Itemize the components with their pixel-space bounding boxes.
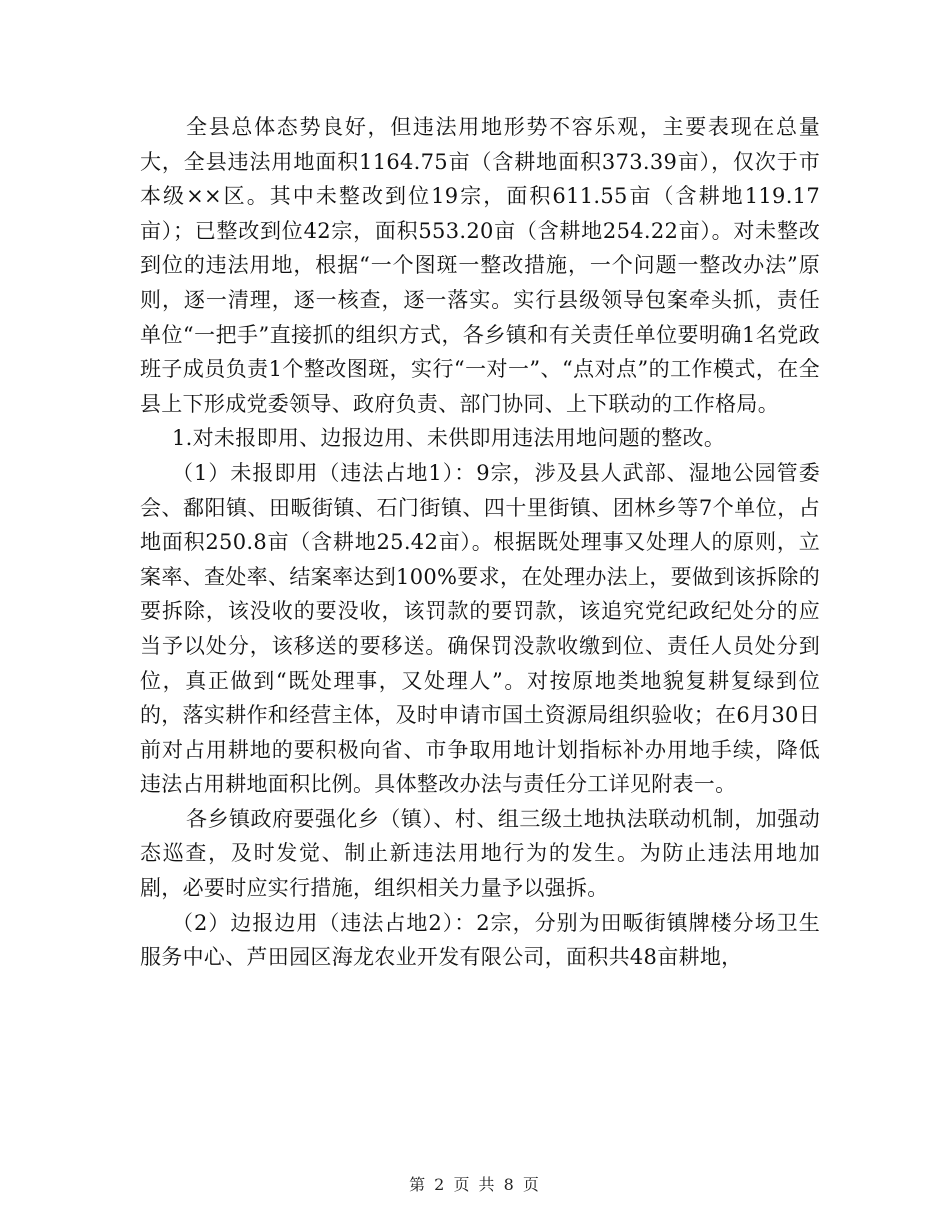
paragraph-township-mechanism: 各乡镇政府要强化乡（镇）、村、组三级土地执法联动机制，加强动态巡查，及时发觉、制止新违法用地行为的发生。为防止违法用地加剧，必要时应实行措施，组织相关力量予以强拆。 [140,806,820,901]
paragraph-item-2: （2）边报边用（违法占地2）：2宗，分别为田畈街镇牌楼分场卫生服务中心、芦田园区海龙农业开发有限公司，面积共48亩耕地， [140,910,820,970]
paragraph-overview: 全县总体态势良好，但违法用地形势不容乐观，主要表现在总量大，全县违法用地面积1164.75亩（含耕地面积373.39亩），仅次于市本级××区。其中未整改到位19宗，面积611.55亩（含耕地119.17亩）；已整改到位42宗，面积553.20亩（含耕地254.22亩）。对未整改到位的违法用地，根据“一个图斑一整改措施，一个问题一整改办法”原则，逐一清理，逐一核查，逐一落实。实行县级领导包案牵头抓，责任单位“一把手”直接抓的组织方式，各乡镇和有关责任单位要明确1名党政班子成员负责1个整改图斑，实行“一对一”、“点对点”的工作模式，在全县上下形成党委领导、政府负责、部门协同、上下联动的工作格局。 [140,115,820,416]
paragraph-item-1: （1）未报即用（违法占地1）：9宗，涉及县人武部、湿地公园管委会、鄱阳镇、田畈街镇、石门街镇、四十里街镇、团林乡等7个单位，占地面积250.8亩（含耕地25.42亩）。根据既处理事又处理人的原则，立案率、查处率、结案率达到100%要求，在处理办法上，要做到该拆除的要拆除，该没收的要没收，该罚款的要罚款，该追究党纪政纪处分的应当予以处分，该移送的要移送。确保罚没款收缴到位、责任人员处分到位，真正做到“既处理事，又处理人”。对按原地类地貌复耕复绿到位的，落实耕作和经营主体，及时申请市国土资源局组织验收；在6月30日前对占用耕地的要积极向省、市争取用地计划指标补办用地手续，降低违法占用耕地面积比例。具体整改办法与责任分工详见附表一。 [140,460,820,797]
page-footer: 第 2 页 共 8 页 [409,1175,541,1194]
document-body [140,110,820,975]
section-heading-1: 1.对未报即用、边报边用、未供即用违法用地问题的整改。 [172,426,726,451]
